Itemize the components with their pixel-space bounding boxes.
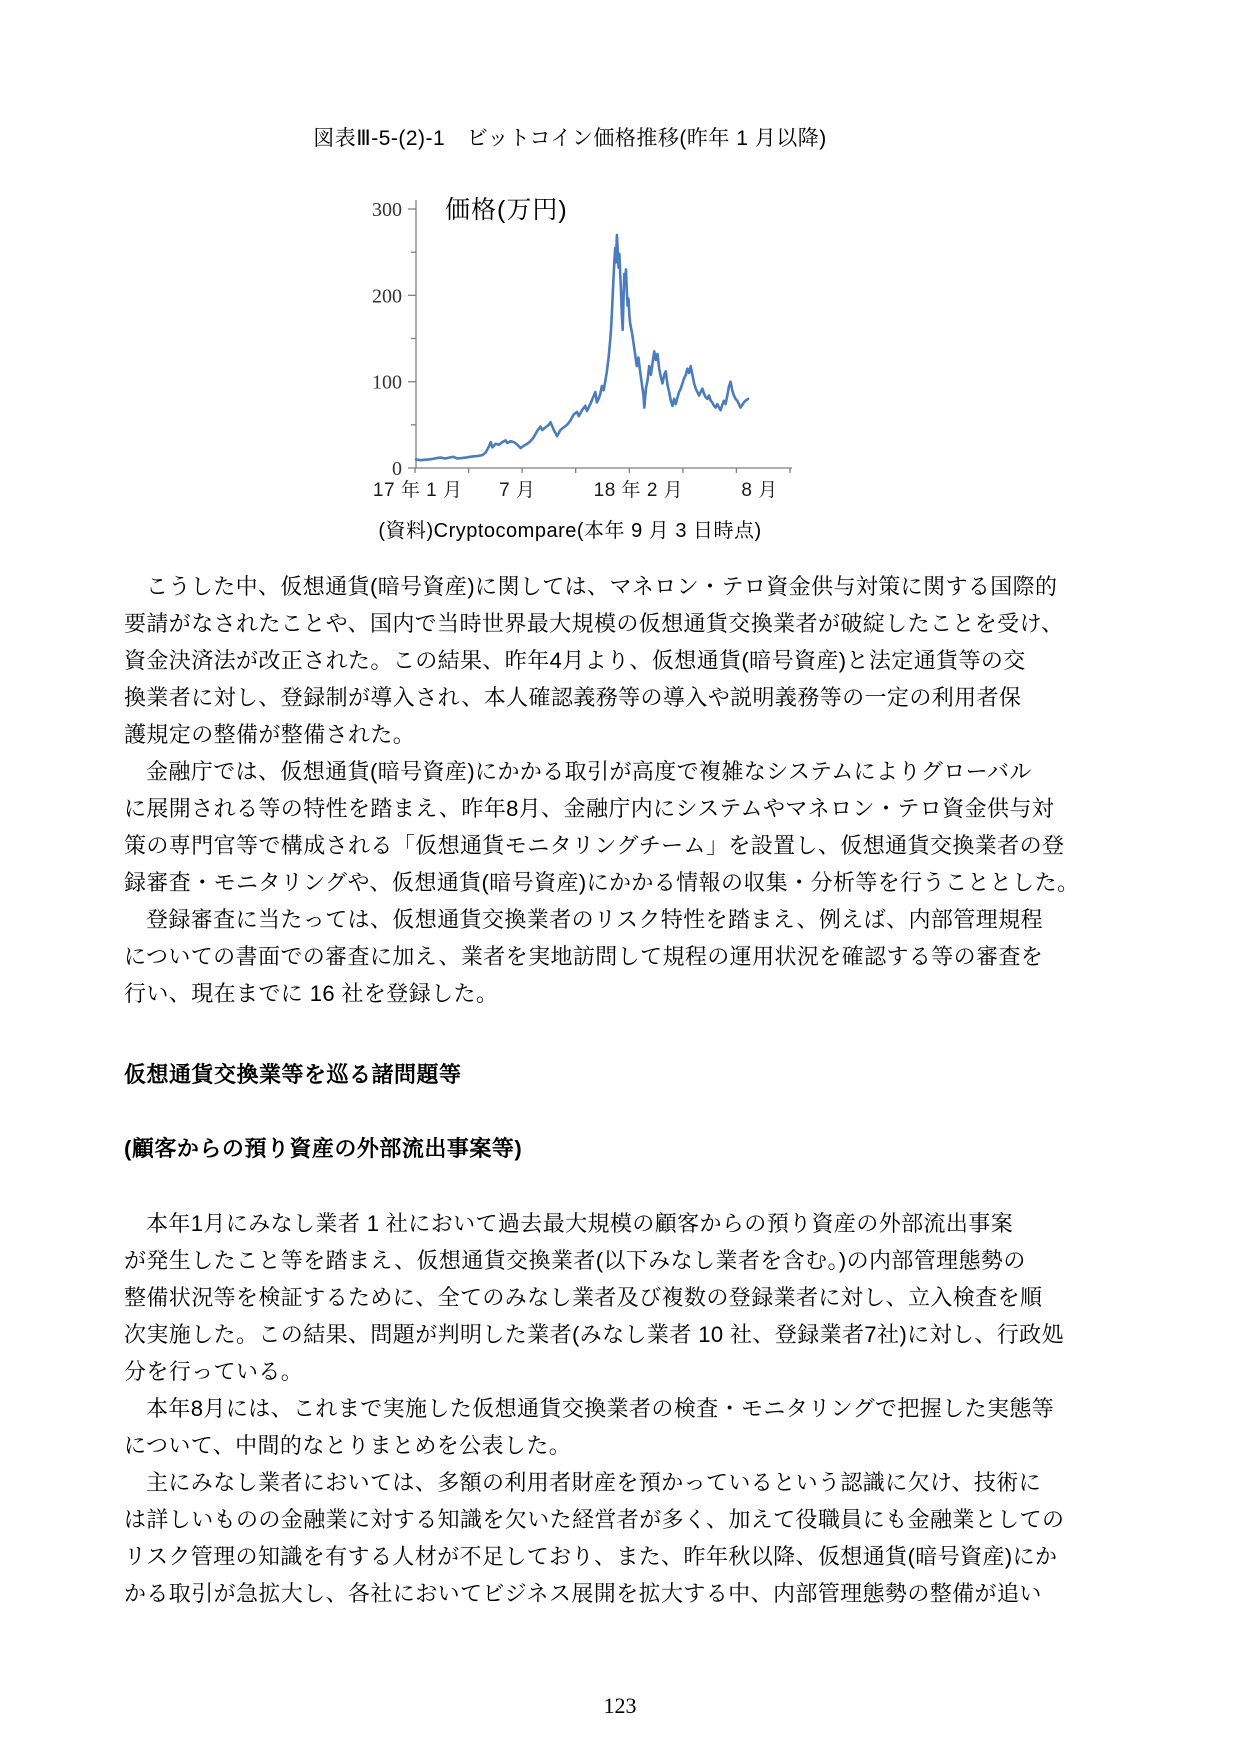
text-line: 金融庁では、仮想通貨(暗号資産)にかかる取引が高度で複雑なシステムによりグローバル: [146, 759, 1032, 784]
bitcoin-price-chart: [340, 170, 810, 515]
svg-text:17 年 1 月: 17 年 1 月: [372, 480, 463, 501]
body-paragraphs-top: [124, 568, 1134, 1012]
text-line: 本年1月にみなし業者 1 社において過去最大規模の顧客からの預り資産の外部流出事案: [146, 1211, 1014, 1236]
body-paragraphs-bottom: [124, 1205, 1134, 1612]
text-line: 行い、現在までに 16 社を登録した。: [124, 981, 499, 1006]
text-line: について、中間的なとりまとめを公表した。: [124, 1433, 572, 1458]
figure-source: (資料)Cryptocompare(本年 9 月 3 日時点): [378, 520, 762, 542]
text-line: 録審査・モニタリングや、仮想通貨(暗号資産)にかかる情報の収集・分析等を行うこととした。: [124, 870, 1080, 895]
text-line: 分を行っている。: [124, 1359, 304, 1384]
svg-text:価格(万円): 価格(万円): [445, 196, 568, 224]
text-line: 策の専門官等で構成される「仮想通貨モニタリングチーム」を設置し、仮想通貨交換業者の登: [124, 833, 1065, 858]
text-line: 換業者に対し、登録制が導入され、本人確認義務等の導入や説明義務等の一定の利用者保: [124, 685, 1022, 710]
text-line: 要請がなされたことや、国内で当時世界最大規模の仮想通貨交換業者が破綻したことを受け、: [124, 611, 1064, 636]
text-line: 次実施した。この結果、問題が判明した業者(みなし業者 10 社、登録業者7社)に対し、行政処: [124, 1322, 1064, 1347]
svg-text:100: 100: [372, 371, 402, 394]
text-line: こうした中、仮想通貨(暗号資産)に関しては、マネロン・テロ資金供与対策に関する国際的: [146, 574, 1058, 599]
text-line: は詳しいものの金融業に対する知識を欠いた経営者が多く、加えて役職員にも金融業としての: [124, 1507, 1065, 1532]
subsection-heading: (顧客からの預り資産の外部流出事案等): [124, 1136, 523, 1161]
text-line: 登録審査に当たっては、仮想通貨交換業者のリスク特性を踏まえ、例えば、内部管理規程: [146, 907, 1043, 932]
text-line: に展開される等の特性を踏まえ、昨年8月、金融庁内にシステムやマネロン・テロ資金供与対: [124, 796, 1055, 821]
svg-text:200: 200: [372, 285, 402, 308]
page-number: 123: [603, 1693, 637, 1718]
text-line: 整備状況等を検証するために、全てのみなし業者及び複数の登録業者に対し、立入検査を順: [124, 1285, 1043, 1310]
section-heading: 仮想通貨交換業等を巡る諸問題等: [124, 1062, 462, 1087]
text-line: 護規定の整備が整備された。: [124, 722, 416, 747]
figure-title: 図表Ⅲ-5-(2)-1 ビットコイン価格推移(昨年 1 月以降): [313, 127, 827, 150]
text-line: 本年8月には、これまで実施した仮想通貨交換業者の検査・モニタリングで把握した実態等: [146, 1396, 1055, 1421]
svg-text:0: 0: [392, 458, 402, 480]
text-line: かる取引が急拡大し、各社においてビジネス展開を拡大する中、内部管理態勢の整備が追い: [124, 1581, 1042, 1606]
svg-text:300: 300: [372, 199, 402, 221]
text-line: が発生したこと等を踏まえ、仮想通貨交換業者(以下みなし業者を含む。)の内部管理態勢の: [124, 1248, 1026, 1273]
text-line: についての書面での審査に加え、業者を実地訪問して規程の運用状況を確認する等の審査を: [124, 944, 1044, 969]
svg-text:18 年 2 月: 18 年 2 月: [593, 480, 684, 501]
price-chart-svg: [340, 170, 810, 515]
text-line: リスク管理の知識を有する人材が不足しており、また、昨年秋以降、仮想通貨(暗号資産)にか: [124, 1544, 1058, 1569]
svg-text:8 月: 8 月: [741, 480, 778, 501]
text-line: 主にみなし業者においては、多額の利用者財産を預かっているという認識に欠け、技術に: [146, 1470, 1042, 1495]
svg-text:7 月: 7 月: [499, 480, 536, 501]
text-line: 資金決済法が改正された。この結果、昨年4月より、仮想通貨(暗号資産)と法定通貨等の交: [124, 648, 1026, 673]
